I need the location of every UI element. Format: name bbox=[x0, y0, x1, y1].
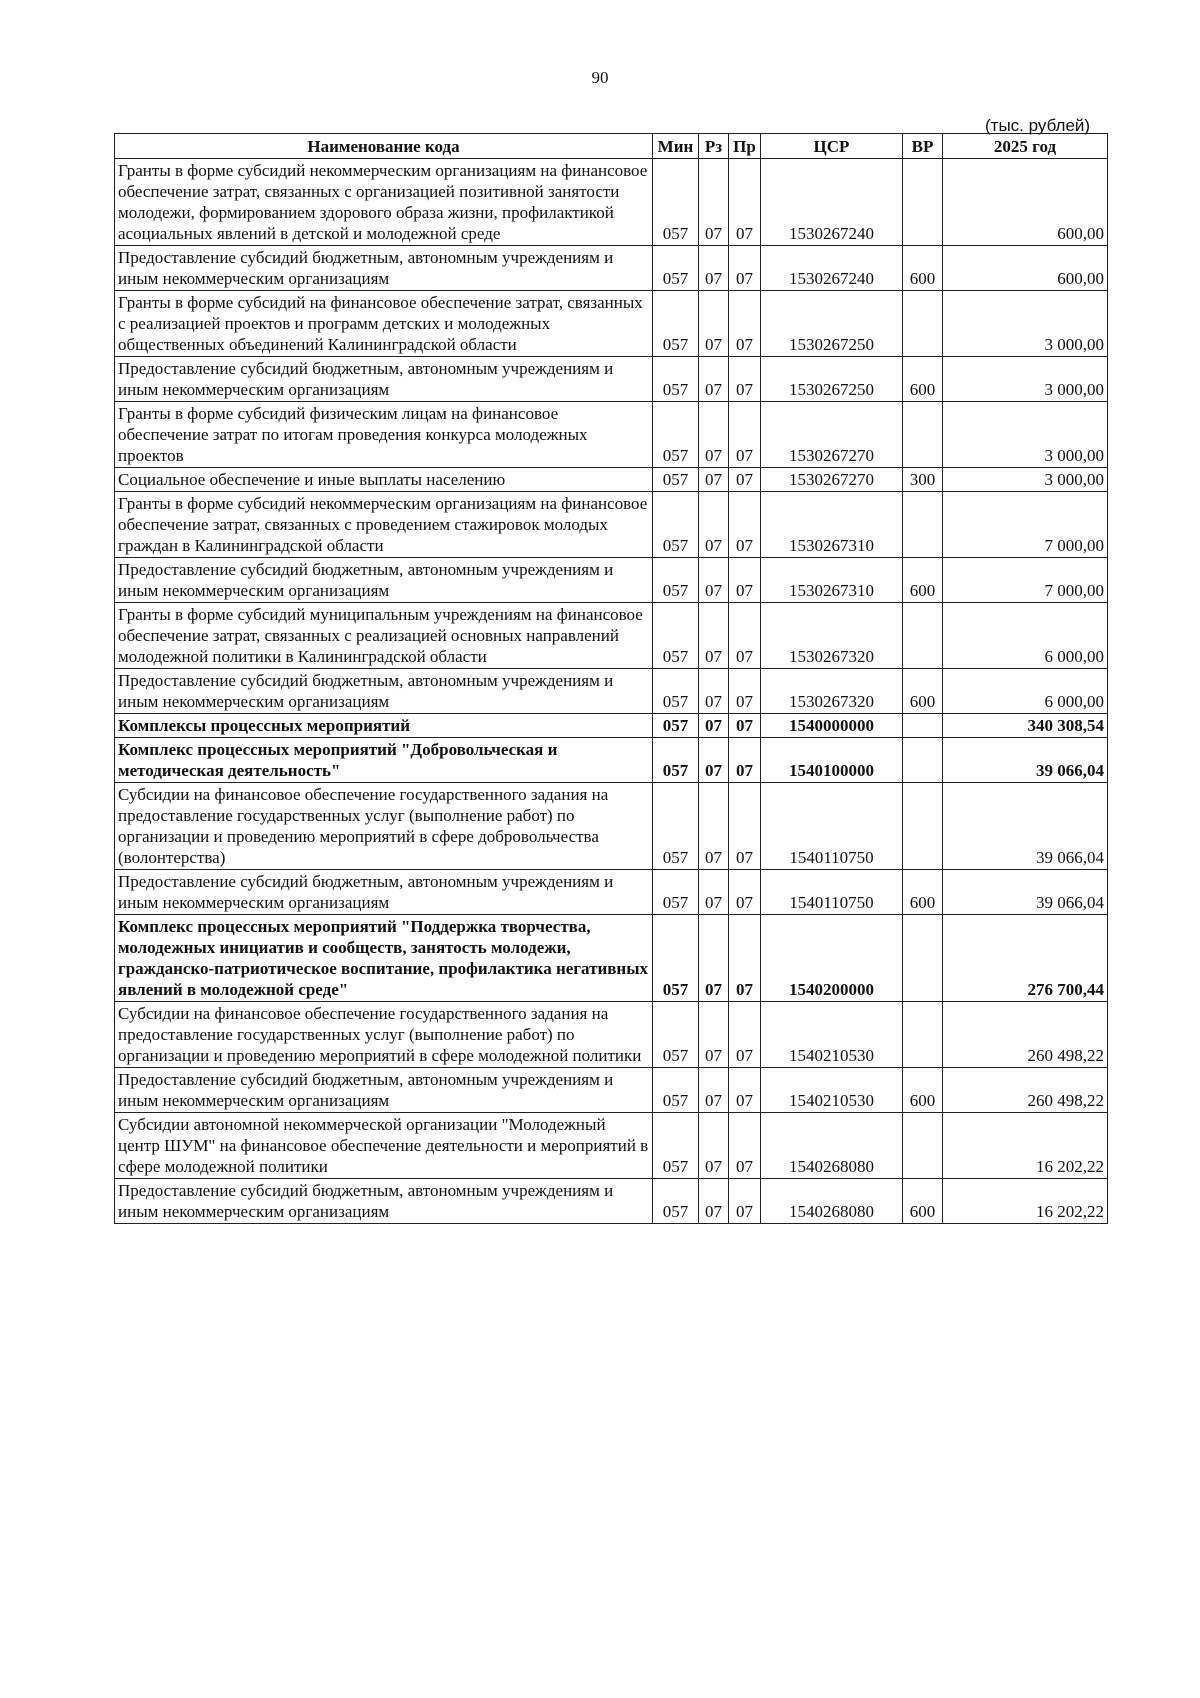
row-csr: 1530267240 bbox=[761, 246, 903, 291]
row-rz: 07 bbox=[699, 246, 729, 291]
row-min: 057 bbox=[653, 714, 699, 738]
row-vr bbox=[903, 783, 943, 870]
page-number: 90 bbox=[591, 68, 609, 87]
row-vr: 600 bbox=[903, 870, 943, 915]
row-vr bbox=[903, 492, 943, 558]
row-min: 057 bbox=[653, 1113, 699, 1179]
row-amount: 3 000,00 bbox=[943, 402, 1108, 468]
row-rz: 07 bbox=[699, 402, 729, 468]
row-pr: 07 bbox=[729, 492, 761, 558]
row-pr: 07 bbox=[729, 603, 761, 669]
row-vr bbox=[903, 159, 943, 246]
row-vr: 600 bbox=[903, 1068, 943, 1113]
row-min: 057 bbox=[653, 738, 699, 783]
row-name: Гранты в форме субсидий некоммерческим организациям на финансовое обеспечение затрат, связанных с организацией позитивной занятости молодежи, формированием здорового образа жизни, профилактикой асоциальных явлений в детской и молодежной среде bbox=[115, 159, 653, 246]
table-row bbox=[115, 915, 1108, 1002]
units-label: (тыс. рублей) bbox=[985, 116, 1091, 135]
table-row bbox=[115, 603, 1108, 669]
row-name: Предоставление субсидий бюджетным, автономным учреждениям и иным некоммерческим организациям bbox=[115, 870, 653, 915]
row-vr bbox=[903, 603, 943, 669]
row-min: 057 bbox=[653, 1179, 699, 1224]
row-amount: 3 000,00 bbox=[943, 357, 1108, 402]
row-pr: 07 bbox=[729, 738, 761, 783]
row-pr: 07 bbox=[729, 159, 761, 246]
row-pr: 07 bbox=[729, 669, 761, 714]
row-rz: 07 bbox=[699, 669, 729, 714]
row-csr: 1530267270 bbox=[761, 402, 903, 468]
row-csr: 1530267320 bbox=[761, 603, 903, 669]
row-csr: 1540210530 bbox=[761, 1068, 903, 1113]
row-vr: 600 bbox=[903, 357, 943, 402]
row-min: 057 bbox=[653, 870, 699, 915]
row-rz: 07 bbox=[699, 603, 729, 669]
row-min: 057 bbox=[653, 468, 699, 492]
row-min: 057 bbox=[653, 915, 699, 1002]
table-row bbox=[115, 870, 1108, 915]
row-name: Комплексы процессных мероприятий bbox=[115, 714, 653, 738]
header-vr: ВР bbox=[903, 134, 943, 159]
row-csr: 1530267320 bbox=[761, 669, 903, 714]
row-name: Предоставление субсидий бюджетным, автономным учреждениям и иным некоммерческим организациям bbox=[115, 558, 653, 603]
row-rz: 07 bbox=[699, 291, 729, 357]
table-row bbox=[115, 468, 1108, 492]
row-name: Комплекс процессных мероприятий "Добровольческая и методическая деятельность" bbox=[115, 738, 653, 783]
row-amount: 3 000,00 bbox=[943, 468, 1108, 492]
row-amount: 276 700,44 bbox=[943, 915, 1108, 1002]
row-pr: 07 bbox=[729, 402, 761, 468]
row-csr: 1540100000 bbox=[761, 738, 903, 783]
row-pr: 07 bbox=[729, 783, 761, 870]
row-csr: 1530267270 bbox=[761, 468, 903, 492]
row-amount: 16 202,22 bbox=[943, 1179, 1108, 1224]
row-rz: 07 bbox=[699, 357, 729, 402]
row-rz: 07 bbox=[699, 492, 729, 558]
row-vr bbox=[903, 714, 943, 738]
row-min: 057 bbox=[653, 246, 699, 291]
row-name: Субсидии автономной некоммерческой организации "Молодежный центр ШУМ" на финансовое обеспечение деятельности и мероприятий в сфере молодежной политики bbox=[115, 1113, 653, 1179]
row-rz: 07 bbox=[699, 1113, 729, 1179]
row-csr: 1540210530 bbox=[761, 1002, 903, 1068]
table-row bbox=[115, 1002, 1108, 1068]
row-amount: 260 498,22 bbox=[943, 1068, 1108, 1113]
row-amount: 39 066,04 bbox=[943, 783, 1108, 870]
row-min: 057 bbox=[653, 558, 699, 603]
header-pr: Пр bbox=[729, 134, 761, 159]
budget-table bbox=[114, 133, 1108, 1224]
row-pr: 07 bbox=[729, 468, 761, 492]
row-vr bbox=[903, 738, 943, 783]
table-header-row bbox=[115, 134, 1108, 159]
header-rz: Рз bbox=[699, 134, 729, 159]
row-name: Субсидии на финансовое обеспечение государственного задания на предоставление государственных услуг (выполнение работ) по организации и проведению мероприятий в сфере молодежной политики bbox=[115, 1002, 653, 1068]
row-vr bbox=[903, 402, 943, 468]
table-row bbox=[115, 1179, 1108, 1224]
table-row bbox=[115, 357, 1108, 402]
row-amount: 260 498,22 bbox=[943, 1002, 1108, 1068]
row-csr: 1530267250 bbox=[761, 291, 903, 357]
row-amount: 6 000,00 bbox=[943, 669, 1108, 714]
header-csr: ЦСР bbox=[761, 134, 903, 159]
row-min: 057 bbox=[653, 291, 699, 357]
row-min: 057 bbox=[653, 357, 699, 402]
row-rz: 07 bbox=[699, 159, 729, 246]
row-amount: 7 000,00 bbox=[943, 492, 1108, 558]
row-name: Предоставление субсидий бюджетным, автономным учреждениям и иным некоммерческим организациям bbox=[115, 669, 653, 714]
table-row bbox=[115, 558, 1108, 603]
row-min: 057 bbox=[653, 159, 699, 246]
row-min: 057 bbox=[653, 1068, 699, 1113]
row-rz: 07 bbox=[699, 1179, 729, 1224]
row-amount: 7 000,00 bbox=[943, 558, 1108, 603]
table-row bbox=[115, 783, 1108, 870]
row-vr bbox=[903, 915, 943, 1002]
row-min: 057 bbox=[653, 669, 699, 714]
row-name: Гранты в форме субсидий физическим лицам на финансовое обеспечение затрат по итогам проведения конкурса молодежных проектов bbox=[115, 402, 653, 468]
row-amount: 39 066,04 bbox=[943, 870, 1108, 915]
row-vr: 300 bbox=[903, 468, 943, 492]
table-row bbox=[115, 714, 1108, 738]
row-amount: 600,00 bbox=[943, 159, 1108, 246]
row-pr: 07 bbox=[729, 1002, 761, 1068]
row-pr: 07 bbox=[729, 1068, 761, 1113]
row-name: Субсидии на финансовое обеспечение государственного задания на предоставление государственных услуг (выполнение работ) по организации и проведению мероприятий в сфере добровольчества (волонтерства) bbox=[115, 783, 653, 870]
row-vr: 600 bbox=[903, 669, 943, 714]
table-row bbox=[115, 402, 1108, 468]
row-vr: 600 bbox=[903, 558, 943, 603]
header-amount: 2025 год bbox=[943, 134, 1108, 159]
row-rz: 07 bbox=[699, 1068, 729, 1113]
row-name: Гранты в форме субсидий муниципальным учреждениям на финансовое обеспечение затрат, связанных с реализацией основных направлений молодежной политики в Калининградской области bbox=[115, 603, 653, 669]
row-name: Гранты в форме субсидий некоммерческим организациям на финансовое обеспечение затрат, связанных с проведением стажировок молодых граждан в Калининградской области bbox=[115, 492, 653, 558]
row-rz: 07 bbox=[699, 558, 729, 603]
row-rz: 07 bbox=[699, 714, 729, 738]
row-csr: 1540110750 bbox=[761, 783, 903, 870]
row-min: 057 bbox=[653, 1002, 699, 1068]
row-pr: 07 bbox=[729, 870, 761, 915]
row-name: Предоставление субсидий бюджетным, автономным учреждениям и иным некоммерческим организациям bbox=[115, 357, 653, 402]
table-row bbox=[115, 492, 1108, 558]
row-rz: 07 bbox=[699, 1002, 729, 1068]
row-csr: 1540110750 bbox=[761, 870, 903, 915]
row-csr: 1530267240 bbox=[761, 159, 903, 246]
row-pr: 07 bbox=[729, 246, 761, 291]
row-amount: 3 000,00 bbox=[943, 291, 1108, 357]
row-pr: 07 bbox=[729, 291, 761, 357]
row-name: Социальное обеспечение и иные выплаты населению bbox=[115, 468, 653, 492]
row-vr: 600 bbox=[903, 246, 943, 291]
table-row bbox=[115, 738, 1108, 783]
table-row bbox=[115, 1113, 1108, 1179]
row-min: 057 bbox=[653, 603, 699, 669]
row-csr: 1540268080 bbox=[761, 1113, 903, 1179]
row-rz: 07 bbox=[699, 468, 729, 492]
row-csr: 1540200000 bbox=[761, 915, 903, 1002]
row-csr: 1540268080 bbox=[761, 1179, 903, 1224]
table-row bbox=[115, 1068, 1108, 1113]
row-rz: 07 bbox=[699, 870, 729, 915]
row-amount: 600,00 bbox=[943, 246, 1108, 291]
row-csr: 1530267310 bbox=[761, 558, 903, 603]
row-amount: 6 000,00 bbox=[943, 603, 1108, 669]
row-pr: 07 bbox=[729, 915, 761, 1002]
row-pr: 07 bbox=[729, 1113, 761, 1179]
row-name: Гранты в форме субсидий на финансовое обеспечение затрат, связанных с реализацией проектов и программ детских и молодежных общественных объединений Калининградской области bbox=[115, 291, 653, 357]
table-row bbox=[115, 246, 1108, 291]
row-vr bbox=[903, 291, 943, 357]
row-min: 057 bbox=[653, 783, 699, 870]
row-name: Предоставление субсидий бюджетным, автономным учреждениям и иным некоммерческим организациям bbox=[115, 1179, 653, 1224]
row-pr: 07 bbox=[729, 714, 761, 738]
row-name: Предоставление субсидий бюджетным, автономным учреждениям и иным некоммерческим организациям bbox=[115, 1068, 653, 1113]
row-pr: 07 bbox=[729, 558, 761, 603]
row-vr bbox=[903, 1113, 943, 1179]
row-vr bbox=[903, 1002, 943, 1068]
row-amount: 16 202,22 bbox=[943, 1113, 1108, 1179]
row-rz: 07 bbox=[699, 915, 729, 1002]
row-name: Предоставление субсидий бюджетным, автономным учреждениям и иным некоммерческим организациям bbox=[115, 246, 653, 291]
table-row bbox=[115, 291, 1108, 357]
row-csr: 1540000000 bbox=[761, 714, 903, 738]
row-rz: 07 bbox=[699, 783, 729, 870]
row-amount: 340 308,54 bbox=[943, 714, 1108, 738]
row-min: 057 bbox=[653, 402, 699, 468]
row-csr: 1530267310 bbox=[761, 492, 903, 558]
row-rz: 07 bbox=[699, 738, 729, 783]
table-row bbox=[115, 159, 1108, 246]
header-name: Наименование кода bbox=[115, 134, 653, 159]
row-pr: 07 bbox=[729, 357, 761, 402]
row-amount: 39 066,04 bbox=[943, 738, 1108, 783]
row-csr: 1530267250 bbox=[761, 357, 903, 402]
table-row bbox=[115, 669, 1108, 714]
row-vr: 600 bbox=[903, 1179, 943, 1224]
row-min: 057 bbox=[653, 492, 699, 558]
row-name: Комплекс процессных мероприятий "Поддержка творчества, молодежных инициатив и сообществ, занятость молодежи, гражданско-патриотическое воспитание, профилактика негативных явлений в молодежной среде" bbox=[115, 915, 653, 1002]
header-min: Мин bbox=[653, 134, 699, 159]
row-pr: 07 bbox=[729, 1179, 761, 1224]
